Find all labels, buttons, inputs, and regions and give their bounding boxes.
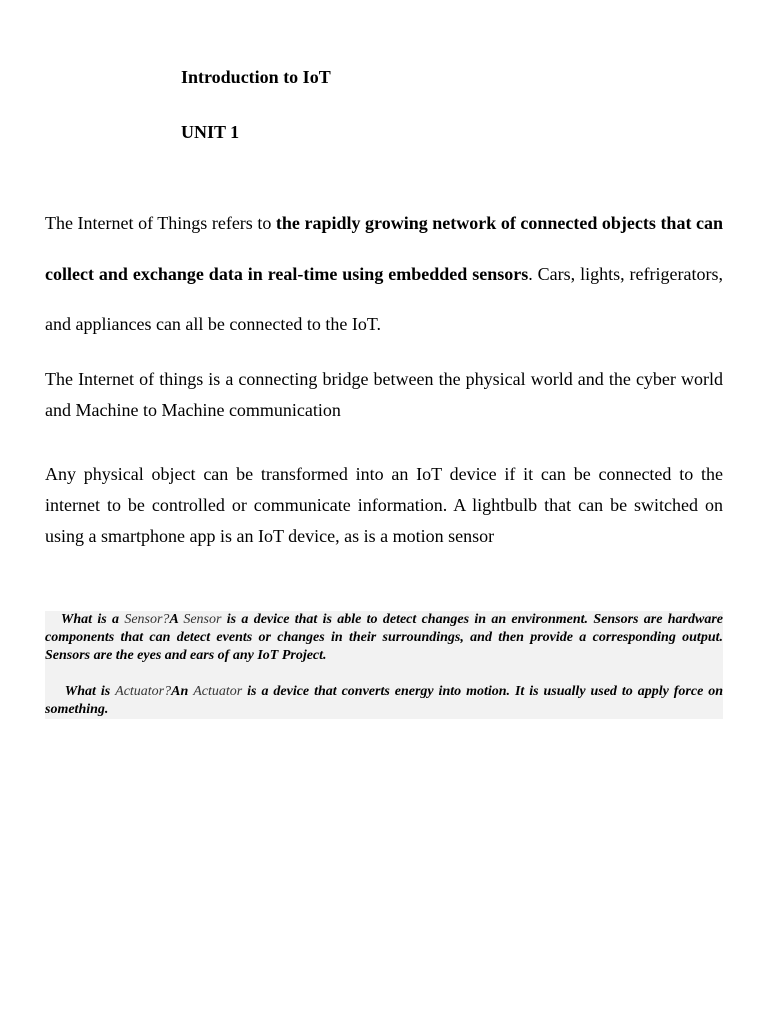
actuator-question-term: Actuator?	[115, 684, 172, 699]
document-title: Introduction to IoT	[181, 67, 331, 87]
actuator-definition	[45, 683, 723, 719]
sensor-question-lead: What is a	[60, 612, 125, 627]
intro-lead-text: The Internet of Things refers to	[45, 213, 276, 233]
bridge-paragraph: The Internet of things is a connecting bridge between the physical world and the cyber world and Machine to Machine communication	[45, 369, 723, 420]
sensor-question-term: Sensor?	[124, 612, 170, 627]
sensor-answer-term: Sensor	[183, 612, 222, 627]
sensor-definition	[45, 611, 723, 665]
sensor-definition-text: is a device that is able to detect changes in an environment. Sensors are hardware components that can detect events or changes in their surroundings, and then provide a corresponding output. Sensors are the eyes and ears of any IoT Project.	[45, 612, 723, 663]
actuator-answer-lead: An	[171, 684, 194, 699]
unit-heading: UNIT 1	[181, 122, 240, 142]
sensor-answer-lead: A	[169, 612, 184, 627]
actuator-definition-text: is a device that converts energy into motion. It is usually used to apply force on something.	[45, 684, 724, 717]
intro-tail-text: . Cars, lights, refrigerators, and appliances can all be connected to the IoT.	[45, 263, 723, 334]
actuator-answer-term: Actuator	[193, 684, 243, 699]
device-paragraph: Any physical object can be transformed into an IoT device if it can be connected to the internet to be controlled or communicate information. A lightbulb that can be switched on using a smartphone app is an IoT device, as is a motion sensor	[45, 464, 723, 546]
intro-bold-text: the rapidly growing network of connected objects that can collect and exchange data in real-time using embedded sensors	[45, 213, 723, 284]
intro-paragraph	[45, 198, 723, 350]
actuator-question-lead: What is	[64, 684, 116, 699]
